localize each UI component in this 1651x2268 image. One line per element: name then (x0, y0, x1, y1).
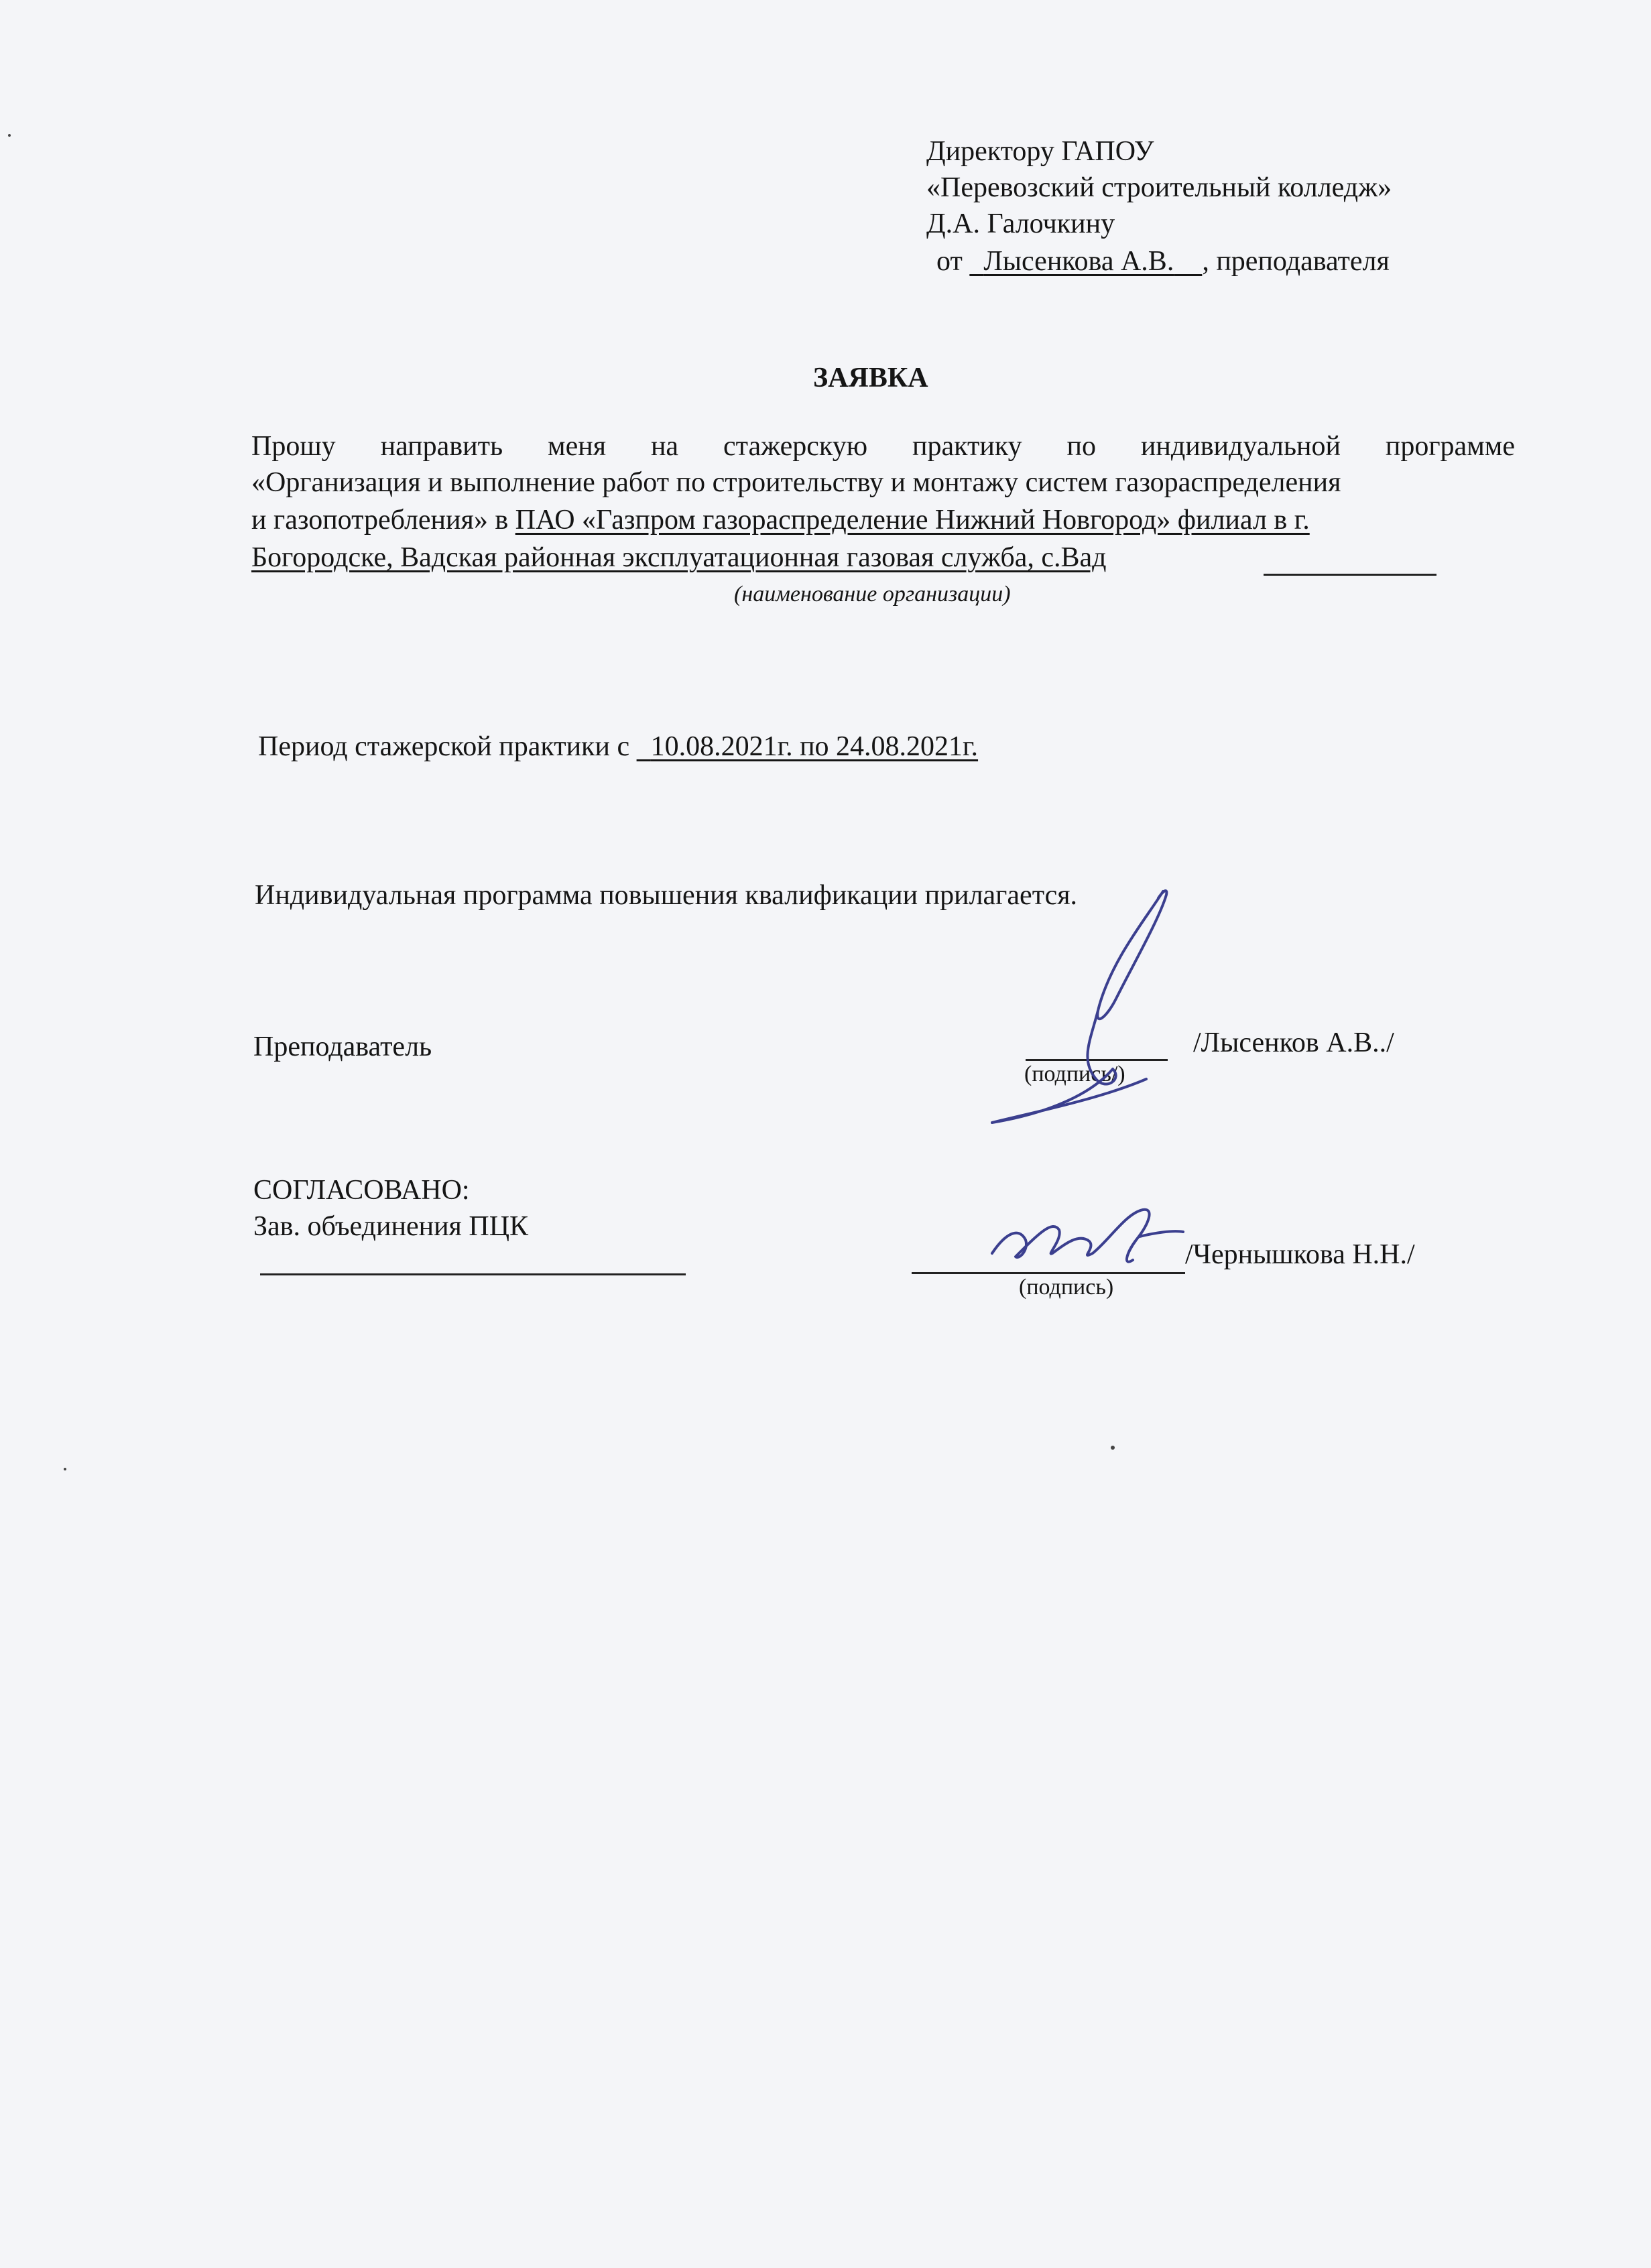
organization-caption: (наименование организации) (734, 582, 1011, 607)
period-line (258, 729, 978, 765)
from-name: Лысенкова А.В. (983, 246, 1174, 277)
organization-name-part-2: Богородске, Вадская районная эксплуатационная газовая служба, с.Вад (251, 542, 1107, 573)
scan-speck (8, 134, 11, 137)
approval-signature-caption: (подпись) (1019, 1275, 1114, 1300)
teacher-signature-caption: (подпись/) (1024, 1062, 1125, 1086)
teacher-name: /Лысенков А.В../ (1193, 1027, 1394, 1058)
period-label: Период стажерской практики с (258, 731, 630, 762)
approval-role: Зав. объединения ПЦК (253, 1211, 529, 1242)
from-suffix: , преподавателя (1202, 246, 1390, 277)
program-note: Индивидуальная программа повышения квалификации прилагается. (255, 880, 1078, 911)
addressee-line-2: «Перевозский строительный колледж» (926, 172, 1392, 203)
request-line-1: Прошу направить меня на стажерскую практику по индивидуальной программе (251, 431, 1515, 462)
addressee-line-1: Директору ГАПОУ (926, 136, 1154, 167)
scan-speck (64, 1468, 66, 1470)
from-prefix: от (936, 246, 963, 277)
organization-name-part-1: ПАО «Газпром газораспределение Нижний Новгород» филиал в г. (515, 505, 1310, 536)
period-value: 10.08.2021г. по 24.08.2021г. (650, 731, 979, 762)
addressee-line-3: Д.А. Галочкину (926, 208, 1115, 239)
organization-blank-line (1264, 574, 1436, 576)
approval-signature-mark (979, 1193, 1193, 1287)
teacher-role: Преподаватель (253, 1031, 432, 1062)
request-line-3: и газопотребления» в ПАО «Газпром газораспределение Нижний Новгород» филиал в г. (251, 505, 1310, 536)
addressee-from-line (936, 244, 1390, 279)
approval-left-blank-line (260, 1273, 686, 1275)
request-line-2: «Организация и выполнение работ по строительству и монтажу систем газораспределения (251, 467, 1341, 498)
teacher-signature-mark (979, 878, 1200, 1133)
approval-name: /Чернышкова Н.Н./ (1185, 1239, 1415, 1270)
request-line-4 (251, 540, 1107, 576)
document-title: ЗАЯВКА (813, 363, 928, 393)
approval-heading: СОГЛАСОВАНО: (253, 1175, 470, 1206)
scan-speck (1111, 1446, 1115, 1450)
